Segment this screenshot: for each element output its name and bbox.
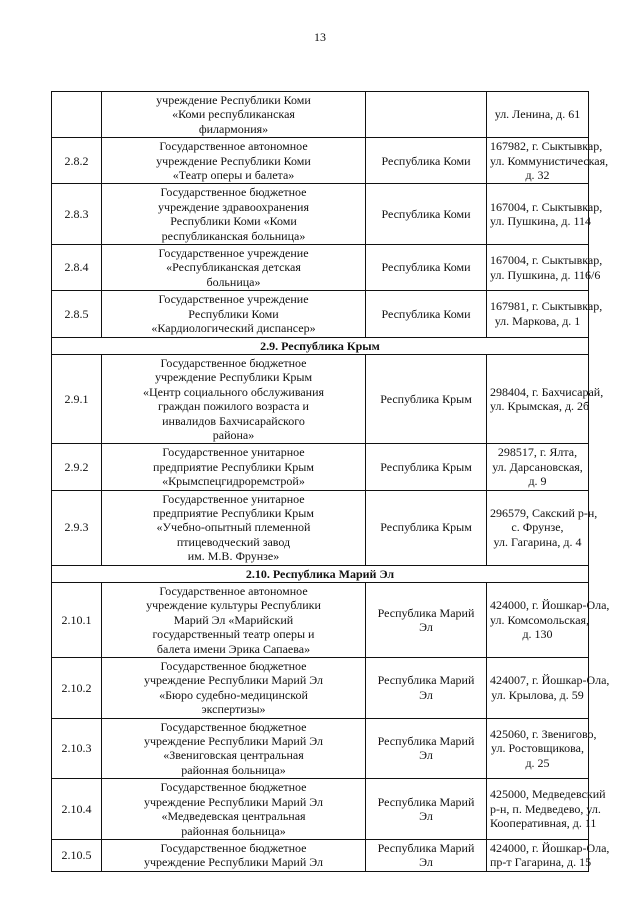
- organization-name-line: «Звениговская центральная: [163, 748, 304, 763]
- address-line: 298404, г. Бахчисарай,: [490, 384, 604, 399]
- organization-name-cell: [102, 718, 366, 779]
- organization-name-cell: [102, 291, 366, 337]
- region-line: Республика Марий: [377, 840, 475, 855]
- table-row: [52, 583, 589, 658]
- organization-name-cell: [102, 444, 366, 490]
- region-cell: [366, 245, 487, 291]
- organization-name-line: предприятие Республики Крым: [153, 459, 314, 474]
- table-row: [52, 718, 589, 779]
- organization-name-line: учреждение Республики Марий Эл: [143, 794, 324, 809]
- table-row: [52, 354, 589, 443]
- region-line: Республика Коми: [381, 153, 471, 168]
- table-row: [52, 291, 589, 337]
- organization-name-line: Государственное учреждение: [158, 292, 309, 307]
- address-line: д. 32: [525, 168, 550, 183]
- organization-name-cell: [102, 658, 366, 719]
- region-cell: [366, 354, 487, 443]
- organization-name-cell: [102, 779, 366, 840]
- address-cell: [487, 718, 597, 779]
- organization-name-cell: [102, 184, 366, 245]
- organization-name-line: «Центр социального обслуживания: [142, 384, 325, 399]
- address-line: 167004, г. Сыктывкар,: [490, 199, 603, 214]
- organization-name-line: Государственное бюджетное: [160, 185, 307, 200]
- region-cell: [366, 583, 487, 658]
- address-line: ул. Гагарина, д. 4: [493, 534, 582, 549]
- organization-name-cell: [102, 92, 366, 138]
- organization-name-line: Государственное унитарное: [162, 491, 305, 506]
- region-line: Эл: [419, 620, 433, 635]
- organization-name-line: Государственное унитарное: [162, 445, 305, 460]
- organization-name-cell: [102, 839, 366, 871]
- region-line: Республика Коми: [381, 260, 471, 275]
- organization-name-line: «Медведевская центральная: [161, 809, 306, 824]
- region-line: Эл: [419, 809, 433, 824]
- region-line: Эл: [419, 687, 433, 702]
- row-number: 2.8.2: [52, 138, 102, 184]
- region-cell: [366, 444, 487, 490]
- row-number: 2.8.4: [52, 245, 102, 291]
- address-line: ул. Ленина, д. 61: [494, 107, 581, 122]
- region-cell: [366, 291, 487, 337]
- region-line: Республика Крым: [380, 459, 472, 474]
- organization-name-line: «Кардиологический диспансер»: [151, 321, 316, 336]
- address-line: ул. Крылова, д. 59: [491, 687, 584, 702]
- table-row: [52, 245, 589, 291]
- table-row: [52, 444, 589, 490]
- organization-name-line: «Бюро судебно-медицинской: [159, 687, 308, 702]
- region-line: Республика Крым: [380, 520, 472, 535]
- address-line: 167981, г. Сыктывкар,: [490, 299, 603, 314]
- organizations-table: [51, 91, 610, 872]
- organization-name-line: инвалидов Бахчисарайского: [162, 413, 305, 428]
- address-cell: [487, 291, 603, 337]
- organization-name-line: «Театр оперы и балета»: [172, 168, 295, 183]
- region-line: Эл: [419, 748, 433, 763]
- organization-name-line: учреждение Республики Марий Эл: [143, 734, 324, 749]
- organization-name-line: Государственное бюджетное: [160, 719, 307, 734]
- region-cell: [366, 138, 487, 184]
- organization-name-line: республиканская больница»: [161, 228, 306, 243]
- region-line: Республика Марий: [377, 794, 475, 809]
- organization-name-line: учреждение Республики Марий Эл: [143, 673, 324, 688]
- section-header-row: [52, 337, 589, 354]
- address-cell: [487, 184, 603, 245]
- row-number: 2.8.3: [52, 184, 102, 245]
- row-number: [52, 92, 102, 138]
- organization-name-line: «Республиканская детская: [166, 260, 301, 275]
- table-row: [52, 92, 589, 138]
- organization-name-line: районная больница»: [181, 762, 286, 777]
- region-line: Республика Марий: [377, 605, 475, 620]
- organization-name-line: государственный театр оперы и: [152, 627, 315, 642]
- address-line: ул. Комсомольская,: [490, 612, 590, 627]
- organization-name-line: Государственное бюджетное: [160, 355, 307, 370]
- address-line: ул. Крымская, д. 2б: [490, 399, 590, 414]
- address-cell: [487, 490, 598, 565]
- row-number: 2.10.1: [52, 583, 102, 658]
- region-cell: [366, 839, 487, 871]
- organization-name-line: учреждение Республики Коми: [156, 153, 311, 168]
- organization-name-cell: [102, 490, 366, 565]
- organization-name-line: «Учебно-опытный племенной: [156, 520, 311, 535]
- organization-name-line: Государственное автономное: [159, 139, 308, 154]
- address-cell: [487, 245, 603, 291]
- table-row: [52, 658, 589, 719]
- address-line: р-н, п. Медведево, ул.: [490, 801, 601, 816]
- address-line: ул. Пушкина, д. 114: [490, 214, 592, 229]
- address-line: 425000, Медведевский: [490, 787, 606, 802]
- row-number: 2.10.5: [52, 839, 102, 871]
- address-cell: [487, 92, 589, 138]
- region-cell: [366, 490, 487, 565]
- organization-name-line: учреждение Республики Марий Эл: [143, 855, 324, 870]
- row-number: 2.10.4: [52, 779, 102, 840]
- organization-name-line: Государственное автономное: [159, 584, 308, 598]
- address-line: 298517, г. Ялта,: [497, 445, 578, 460]
- organization-name-line: экспертизы»: [201, 702, 266, 717]
- address-line: д. 25: [525, 755, 550, 770]
- address-line: 167004, г. Сыктывкар,: [490, 253, 603, 268]
- address-cell: [487, 658, 610, 719]
- organization-name-line: предприятие Республики Крым: [153, 505, 314, 520]
- organization-name-line: Государственное бюджетное: [160, 840, 307, 855]
- address-cell: [487, 779, 606, 840]
- organization-name-line: учреждение здравоохранения: [158, 199, 309, 214]
- organization-name-line: учреждение культуры Республики: [146, 598, 321, 613]
- table-row: [52, 490, 589, 565]
- organization-name-line: Республики Коми: [188, 306, 279, 321]
- address-line: д. 130: [522, 627, 553, 642]
- address-line: 425060, г. Звенигово,: [490, 726, 597, 741]
- address-cell: [487, 839, 610, 871]
- organization-name-line: учреждение Республики Коми: [156, 93, 311, 107]
- address-line: с. Фрунзе,: [511, 520, 564, 535]
- section-title: 2.10. Республика Марий Эл: [52, 565, 589, 582]
- address-line: пр-т Гагарина, д. 15: [490, 855, 592, 870]
- organization-name-line: районная больница»: [181, 823, 286, 838]
- organization-name-line: Марий Эл «Марийский: [173, 612, 294, 627]
- organization-name-line: филармония»: [198, 121, 269, 136]
- address-line: ул. Маркова, д. 1: [494, 313, 581, 328]
- address-cell: [487, 583, 610, 658]
- row-number: 2.9.3: [52, 490, 102, 565]
- row-number: 2.9.1: [52, 354, 102, 443]
- organization-name-line: больница»: [206, 274, 261, 289]
- section-title: 2.9. Республика Крым: [52, 337, 589, 354]
- section-header-row: [52, 565, 589, 582]
- address-line: ул. Ростовщикова,: [491, 741, 584, 756]
- organization-name-line: Республики Коми «Коми: [170, 214, 297, 229]
- region-cell: [366, 658, 487, 719]
- region-line: Республика Коми: [381, 207, 471, 222]
- address-cell: [487, 138, 609, 184]
- address-line: Кооперативная, д. 11: [490, 816, 597, 831]
- organization-name-line: Государственное бюджетное: [160, 780, 307, 795]
- region-line: Республика Коми: [381, 306, 471, 321]
- address-line: 424000, г. Йошкар-Ола,: [490, 598, 610, 613]
- organization-name-line: «Коми республиканская: [172, 107, 295, 122]
- address-line: 167982, г. Сыктывкар,: [490, 139, 603, 154]
- organization-name-line: птицеводческий завод: [176, 534, 291, 549]
- organization-name-line: района»: [212, 427, 255, 442]
- row-number: 2.9.2: [52, 444, 102, 490]
- organization-name-line: граждан пожилого возраста и: [158, 399, 309, 414]
- organization-name-cell: [102, 138, 366, 184]
- region-line: Республика Крым: [380, 391, 472, 406]
- organization-name-line: учреждение Республики Крым: [154, 370, 313, 385]
- row-number: 2.10.2: [52, 658, 102, 719]
- region-cell: [366, 779, 487, 840]
- region-cell: [366, 184, 487, 245]
- address-line: 296579, Сакский р-н,: [490, 505, 598, 520]
- organization-name-line: Государственное учреждение: [158, 246, 309, 261]
- address-line: д. 9: [528, 474, 547, 489]
- table-row: [52, 138, 589, 184]
- organization-name-cell: [102, 354, 366, 443]
- region-cell: [366, 718, 487, 779]
- organization-name-line: Государственное бюджетное: [160, 659, 307, 674]
- page-number: 13: [314, 30, 326, 44]
- table-row: [52, 779, 589, 840]
- address-cell: [487, 444, 589, 490]
- organization-name-cell: [102, 583, 366, 658]
- address-line: ул. Коммунистическая,: [490, 153, 609, 168]
- table-row: [52, 839, 589, 871]
- region-line: Эл: [419, 855, 433, 870]
- address-line: ул. Пушкина, д. 116/6: [490, 267, 601, 282]
- organization-name-line: им. М.В. Фрунзе»: [187, 549, 280, 564]
- address-line: 424007, г. Йошкар-Ола,: [490, 673, 610, 688]
- row-number: 2.8.5: [52, 291, 102, 337]
- address-line: 424000, г. Йошкар-Ола,: [490, 840, 610, 855]
- address-cell: [487, 354, 604, 443]
- address-line: ул. Дарсановская,: [492, 459, 583, 474]
- region-cell: [366, 92, 487, 138]
- organization-name-line: балета имени Эрика Сапаева»: [156, 641, 311, 656]
- region-line: Республика Марий: [377, 673, 475, 688]
- organization-name-line: «Крымспецгидроремстрой»: [162, 474, 305, 489]
- table-row: [52, 184, 589, 245]
- row-number: 2.10.3: [52, 718, 102, 779]
- organization-name-cell: [102, 245, 366, 291]
- region-line: Республика Марий: [377, 734, 475, 749]
